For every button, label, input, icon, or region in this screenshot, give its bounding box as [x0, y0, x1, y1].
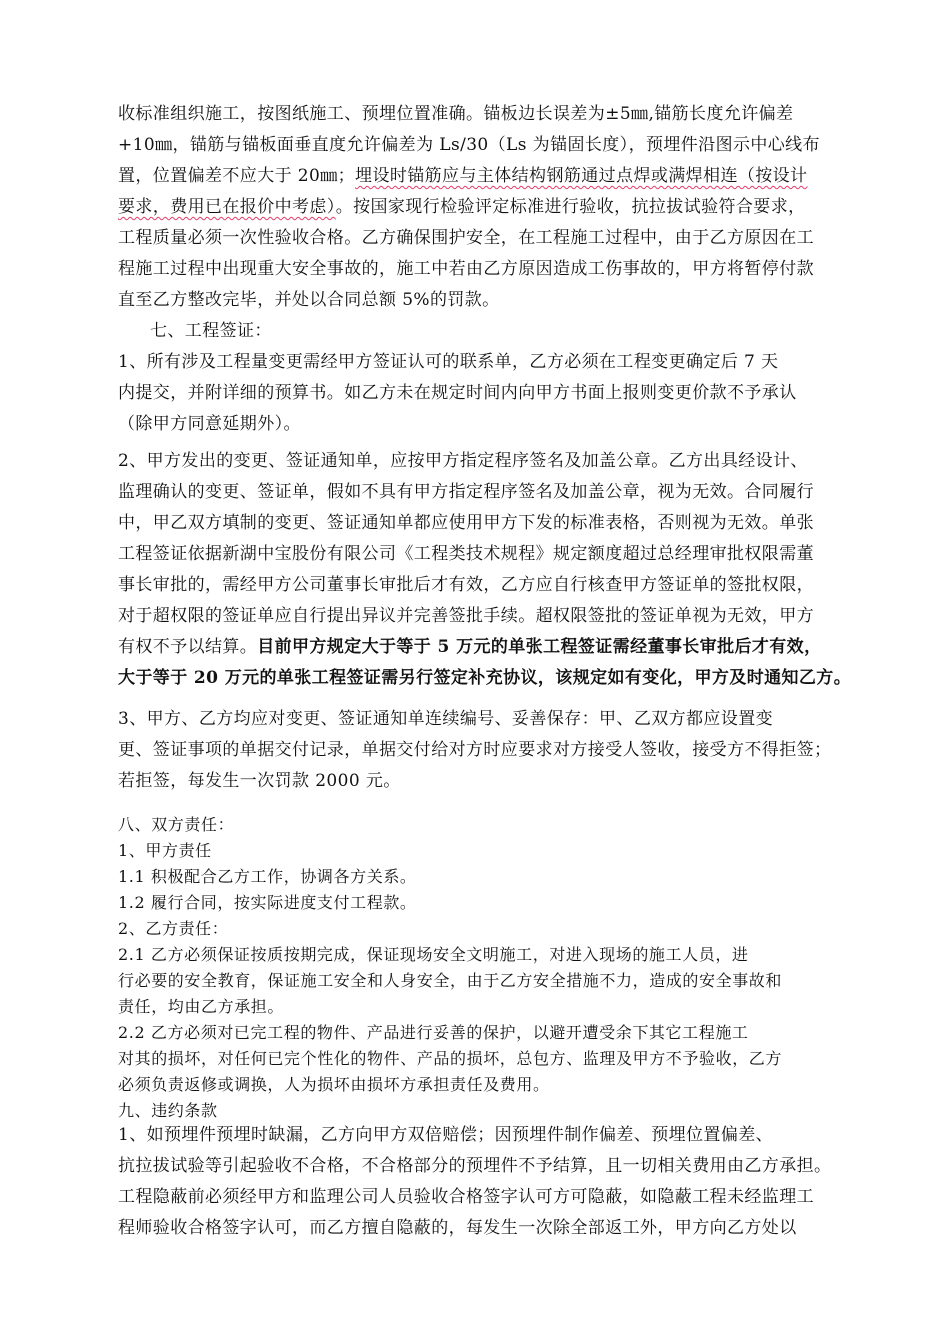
- text-line: 对其的损坏，对任何已完个性化的物件、产品的损坏，总包方、监理及甲方不予验收，乙方: [118, 1049, 783, 1068]
- text-line: 行必要的安全教育，保证施工安全和人身安全，由于乙方安全措施不力，造成的安全事故和: [118, 971, 783, 990]
- text-line: 抗拉拔试验等引起验收不合格，不合格部分的预埋件不予结算，且一切相关费用由乙方承担。: [118, 1156, 832, 1176]
- bold-text-line: 大于等于 20 万元的单张工程签证需另行签定补充协议，该规定如有变化，甲方及时通知乙方。: [118, 668, 852, 688]
- text-line: 工程质量必须一次性验收合格。乙方确保围护安全，在工程施工过程中，由于乙方原因在工: [118, 228, 814, 248]
- text-line: 1.1 积极配合乙方工作，协调各方关系。: [118, 867, 417, 886]
- text-line: 必须负责返修或调换，人为损坏由损坏方承担责任及费用。: [118, 1075, 550, 1094]
- text-line: 程师验收合格签字认可，而乙方擅自隐蔽的，每发生一次除全部返工外，甲方向乙方处以: [118, 1218, 797, 1238]
- paragraph-change-order-2: [118, 446, 880, 694]
- text-line: 2.2 乙方必须对已完工程的物件、产品进行妥善的保护，以避开遭受余下其它工程施工: [118, 1023, 749, 1042]
- text-line: 直至乙方整改完毕，并处以合同总额 5%的罚款。: [118, 290, 500, 310]
- text-line: [118, 632, 880, 663]
- text-line: +10㎜，锚筋与锚板面垂直度允许偏差为 Ls/30（Ls 为锚固长度），预埋件沿图示中心线布: [118, 135, 820, 155]
- section-heading-8: 八、双方责任：: [118, 815, 235, 834]
- text-line: 收标准组织施工，按图纸施工、预埋位置准确。锚板边长误差为±5㎜,锚筋长度允许偏差: [118, 104, 794, 124]
- text-line: 责任，均由乙方承担。: [118, 997, 285, 1016]
- paragraph-change-order-1: [118, 347, 880, 440]
- text-line: 中，甲乙双方填制的变更、签证通知单都应使用甲方下发的标准表格，否则视为无效。单张: [118, 513, 814, 533]
- text-line: 1.2 履行合同，按实际进度支付工程款。: [118, 893, 417, 912]
- paragraph-embedded-parts: [118, 99, 880, 316]
- text-run: 置，位置偏差不应大于 20㎜；: [118, 166, 356, 186]
- text-line: 2.1 乙方必须保证按质按期完成，保证现场安全文明施工，对进入现场的施工人员，进: [118, 945, 749, 964]
- text-run: 。按国家现行检验评定标准进行验收，抗拉拔试验符合要求，: [335, 197, 806, 217]
- text-line: 监理确认的变更、签证单，假如不具有甲方指定程序签名及加盖公章，视为无效。合同履行: [118, 482, 814, 502]
- text-line: 工程签证依据新湖中宝股份有限公司《工程类技术规程》规定额度超过总经理审批权限需董: [118, 544, 814, 564]
- text-line: 程施工过程中出现重大安全事故的，施工中若由乙方原因造成工伤事故的，甲方将暂停付款: [118, 259, 814, 279]
- text-line: 对于超权限的签证单应自行提出异议并完善签批手续。超权限签批的签证单视为无效，甲方: [118, 606, 814, 626]
- text-line: （除甲方同意延期外）。: [118, 414, 301, 434]
- text-line: 事长审批的，需经甲方公司董事长审批后才有效，乙方应自行核查甲方签证单的签批权限，: [118, 575, 814, 595]
- text-line: 2、甲方发出的变更、签证通知单，应按甲方指定程序签名及加盖公章。乙方出具经设计、: [118, 451, 808, 471]
- text-line: [118, 192, 880, 223]
- spellcheck-underlined-text: 埋设时锚筋应与主体结构钢筋通过点焊或满焊相连（按设计: [355, 166, 808, 186]
- text-line: 1、甲方责任: [118, 841, 212, 860]
- text-line: 3、甲方、乙方均应对变更、签证通知单连续编号、妥善保存：甲、乙双方都应设置变: [118, 709, 774, 729]
- text-line: 1、如预埋件预埋时缺漏，乙方向甲方双倍赔偿；因预埋件制作偏差、预埋位置偏差、: [118, 1125, 774, 1145]
- section-responsibilities: [118, 812, 880, 1124]
- bold-text-run: 目前甲方规定大于等于 5 万元的单张工程签证需经董事长审批后才有效，: [257, 637, 822, 657]
- text-run: 有权不予以结算。: [118, 637, 258, 657]
- text-line: 内提交，并附详细的预算书。如乙方未在规定时间内向甲方书面上报则变更价款不予承认: [118, 383, 797, 403]
- paragraph-change-order-3: [118, 704, 880, 797]
- heading-text: 七、工程签证：: [150, 321, 272, 341]
- text-line: 2、乙方责任：: [118, 919, 229, 938]
- section-heading-7: [150, 316, 912, 347]
- section-heading-9: 九、违约条款: [118, 1101, 218, 1120]
- text-line: 若拒签，每发生一次罚款 2000 元。: [118, 771, 401, 791]
- text-line: [118, 161, 880, 192]
- text-line: 工程隐蔽前必须经甲方和监理公司人员验收合格签字认可方可隐蔽，如隐蔽工程未经监理工: [118, 1187, 814, 1207]
- paragraph-breach-1: [118, 1120, 880, 1244]
- spellcheck-underlined-text: 要求，费用已在报价中考虑）: [118, 197, 336, 217]
- text-line: 更、签证事项的单据交付记录，单据交付给对方时应要求对方接受人签收，接受方不得拒签；: [118, 740, 832, 760]
- text-line: 1、所有涉及工程量变更需经甲方签证认可的联系单，乙方必须在工程变更确定后 7 天: [118, 352, 779, 372]
